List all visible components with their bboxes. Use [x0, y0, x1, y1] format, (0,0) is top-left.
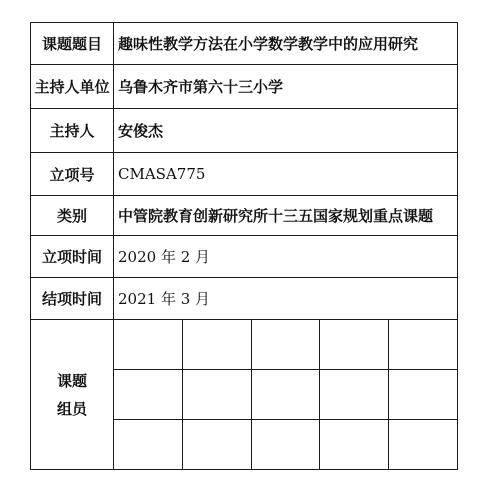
members-row-1 — [31, 320, 458, 370]
members-label-line1: 课题 — [56, 371, 87, 390]
label-host: 主持人 — [31, 109, 114, 153]
member-cell — [114, 320, 183, 370]
value-category: 中管院教育创新研究所十三五国家规划重点课题 — [114, 196, 458, 236]
member-cell — [114, 370, 183, 420]
member-cell — [251, 370, 320, 420]
member-cell — [251, 420, 320, 470]
member-cell — [182, 420, 251, 470]
label-project-number: 立项号 — [31, 153, 114, 196]
members-label — [31, 367, 113, 423]
row-project-number — [31, 153, 458, 196]
member-cell — [389, 320, 458, 370]
member-cell — [389, 420, 458, 470]
members-label-cell — [31, 320, 114, 470]
label-host-unit: 主持人单位 — [31, 65, 114, 109]
member-cell — [389, 370, 458, 420]
member-cell — [320, 320, 389, 370]
label-end-date: 结项时间 — [31, 278, 114, 320]
member-cell — [251, 320, 320, 370]
value-host-unit: 乌鲁木齐市第六十三小学 — [114, 65, 458, 109]
row-category — [31, 196, 458, 236]
member-cell — [182, 370, 251, 420]
project-info-table — [30, 22, 458, 470]
members-label-line2: 组员 — [56, 399, 87, 418]
label-start-date: 立项时间 — [31, 236, 114, 278]
member-cell — [320, 420, 389, 470]
member-cell — [320, 370, 389, 420]
row-start-date — [31, 236, 458, 278]
member-cell — [114, 420, 183, 470]
value-start-date: 2020 年 2 月 — [114, 236, 458, 278]
row-host — [31, 109, 458, 153]
row-host-unit — [31, 65, 458, 109]
label-category: 类别 — [31, 196, 114, 236]
value-host: 安俊杰 — [114, 109, 458, 153]
label-topic: 课题题目 — [31, 23, 114, 65]
member-cell — [182, 320, 251, 370]
value-topic: 趣味性教学方法在小学数学教学中的应用研究 — [114, 23, 458, 65]
value-project-number: CMASA775 — [114, 153, 458, 196]
row-end-date — [31, 278, 458, 320]
value-end-date: 2021 年 3 月 — [114, 278, 458, 320]
row-topic — [31, 23, 458, 65]
